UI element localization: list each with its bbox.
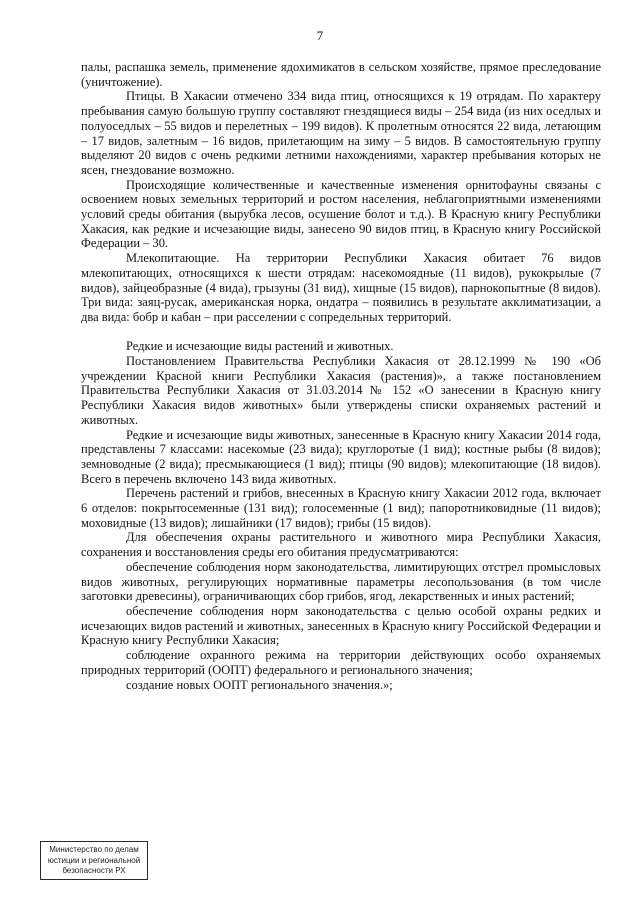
list-item-hunting-forestry-norms: обеспечение соблюдения норм законодательства, лимитирующих отстрел промысловых видов животных, регулирующих нормативные параметры лесопользования (в том числе заготовки древесины), ограничивающих сбор грибов, ягод, лекарственных и иных растений; (81, 559, 601, 604)
page-number: 7 (316, 28, 324, 43)
paragraph-birds: Птицы. В Хакасии отмечено 334 вида птиц, относящихся к 19 отрядам. По характеру пребывания самую большую группу составляют гнездящиеся виды – 254 вида (из них оседлых и полуоседлых – 55 видов и перелетных – 199 видов). К пролетным относятся 22 вида, летающим – 17 видов, залетным – 16 видов, прилетающим на зиму – 5 видов. В самостоятельную группу выделяют 20 видов с очень редкими летними нахождениями, характер пребывания которых не ясен, гнездование возможно. (81, 89, 601, 177)
paragraph-rare-animals: Редкие и исчезающие виды животных, занесенные в Красную книгу Хакасии 2014 года, представлены 7 классами: насекомые (23 вида); круглоротые (1 вид); костные рыбы (8 видов); земноводные (2 вида); пресмыкающиеся (1 вид); птицы (90 видов); млекопитающие (18 видов). Всего в перечень включено 143 вида животных. (81, 427, 601, 486)
stamp-line-2: юстиции и региональной (47, 855, 141, 865)
stamp-line-1: Министерство по делам (49, 845, 139, 854)
ministry-stamp (40, 841, 148, 880)
list-item-protected-areas-regime: соблюдение охранного режима на территории действующих особо охраняемых природных территорий (ООПТ) федерального и регионального значения; (81, 648, 601, 677)
paragraph-ornithofauna-changes: Происходящие количественные и качественные изменения орнитофауны связаны с освоением новых земельных территорий и ростом населения, неблагоприятными изменениями условий среды обитания (вырубка лесов, осушение болот и т.д.). В Красную книгу Республики Хакасия, как редкие и исчезающие виды, занесено 90 видов птиц, в Красную книгу Российской Федерации – 30. (81, 177, 601, 251)
section-heading-rare-species: Редкие и исчезающие виды растений и животных. (126, 339, 394, 354)
paragraph-mammals: Млекопитающие. На территории Республики Хакасия обитает 76 видов млекопитающих, относящихся к шести отрядам: насекомоядные (11 видов), рукокрылые (7 видов), зайцеобразные (4 вида), грызуны (31 вид), хищные (15 видов), парнокопытные (8 видов). Три вида: заяц-русак, американская норка, ондатра – появились в результате акклиматизации, а два вида: бобр и кабан – при расселении с сопредельных территорий. (81, 251, 601, 324)
document-body (81, 60, 601, 692)
stamp-line-3: безопасности РХ (62, 866, 126, 875)
list-item-red-book-protection: обеспечение соблюдения норм законодательства с целью особой охраны редких и исчезающих видов растений и животных, занесенных в Красную книгу Российской Федерации и Красную книгу Республики Хакасия; (81, 604, 601, 648)
list-item-new-protected-areas: создание новых ООПТ регионального значения.»; (126, 677, 393, 692)
paragraph-protection-measures-intro: Для обеспечения охраны растительного и животного мира Республики Хакасия, сохранения и восстановления среды его обитания предусматриваются: (81, 530, 601, 560)
paragraph-red-book-resolutions: Постановлением Правительства Республики Хакасия от 28.12.1999 № 190 «Об учреждении Красной книги Республики Хакасия (растения)», а также постановлением Правительства Республики Хакасия от 31.03.2014 № 152 «О занесении в Красную книгу Республики Хакасия видов животных» были утверждены списки охраняемых растений и животных. (81, 354, 601, 427)
paragraph-rare-plants-fungi: Перечень растений и грибов, внесенных в Красную книгу Хакасии 2012 года, включает 6 отделов: покрытосеменные (131 вид); голосеменные (1 вид); папоротниковидные (11 видов); моховидные (13 видов); лишайники (17 видов); грибы (15 видов). (81, 486, 601, 530)
paragraph-threats-continuation: палы, распашка земель, применение ядохимикатов в сельском хозяйстве, прямое преследование (уничтожение). (81, 60, 601, 89)
